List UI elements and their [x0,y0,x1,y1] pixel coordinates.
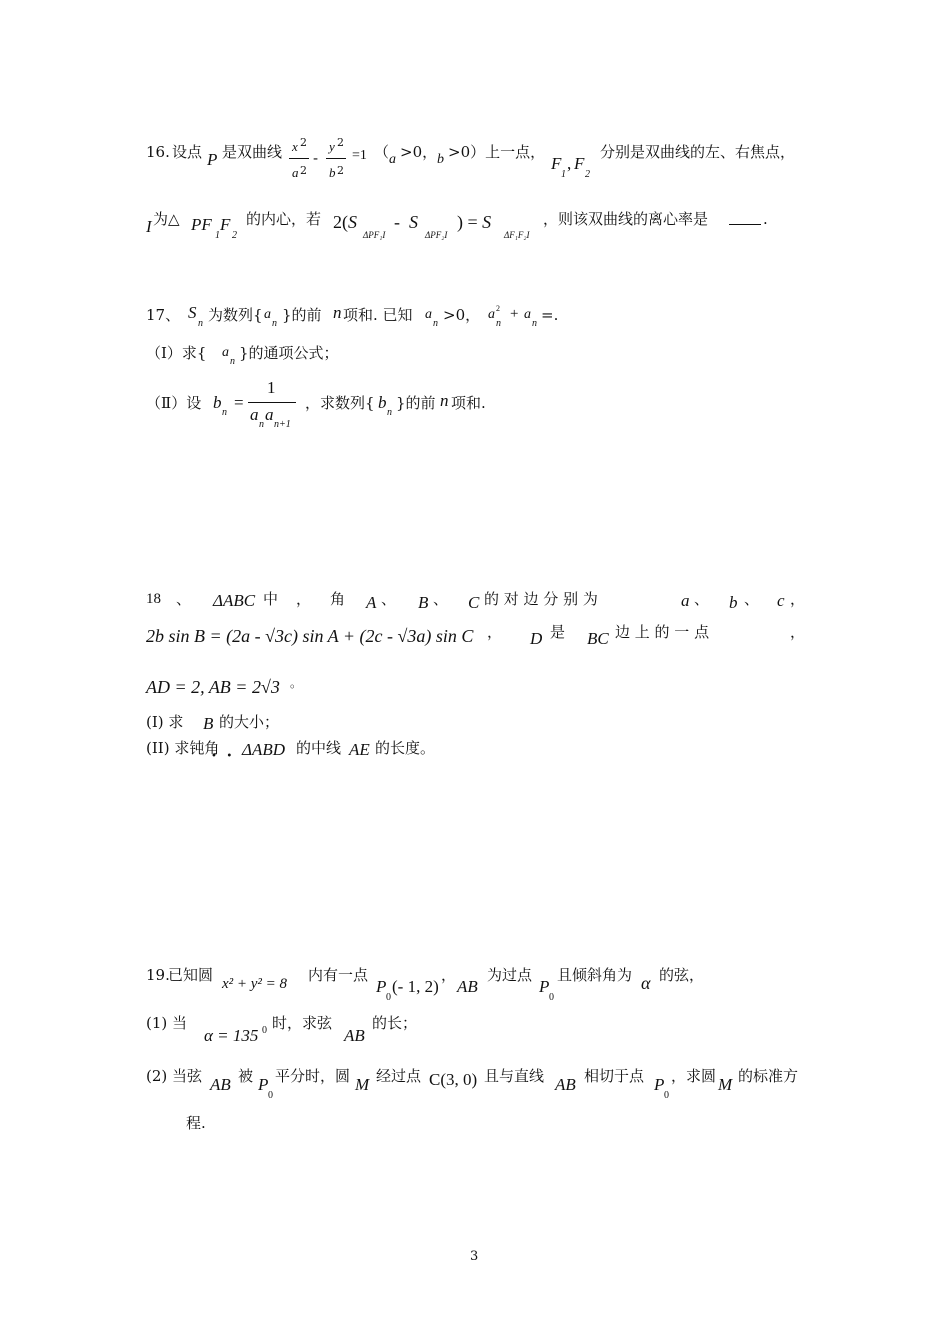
q18-part1-b: B [203,714,214,733]
q16-y: y [329,139,335,154]
q18-sep-1: 、 [381,590,397,608]
q19-tangent-pt: 相切于点 [584,1067,645,1085]
q18-sep-2: 、 [433,590,449,608]
q18-angle-c: C [468,593,480,612]
q19-part2: (2) 当弦 [146,1067,203,1085]
q18-side-a: a [681,591,690,610]
q18-emphasis-dots: • • [211,751,233,762]
q16-cond-a-gt: >0， [400,143,438,161]
q17-part2-tail: 项和. [451,394,486,412]
q17-cond: >0， [443,306,481,324]
q19-slope: 且倾斜角为 [557,966,633,984]
q19-bei: 被 [238,1067,254,1085]
q19-cheng: 程. [186,1114,206,1132]
q19-part1-mid: 时，求弦 [272,1014,333,1032]
q19-comma: ， [441,966,457,984]
q18-zhong: 中 [263,590,279,608]
q16-intro: 设点 [172,143,203,161]
q16-eq1: =1 [352,148,367,163]
q16-frac-y2b2: y 2 b 2 [326,136,346,188]
q16-cond-b-gt: >0）上一点， [448,143,546,161]
q16-i: I [146,217,152,236]
q19-angle: α = 135 [204,1026,259,1045]
q16-incenter-b: 的内心，若 [246,210,322,228]
q18-point-d: D [530,629,543,648]
q18-bian-shang: 边 上 的 一 点 [615,623,710,641]
q16-a: a [292,165,299,180]
q19-inside: 内有一点 [308,966,369,984]
q17-part2-end: }的前 [396,394,436,412]
q18-part2: (II) 求钝角 [146,739,220,757]
q18-sep-3: 、 [694,590,710,608]
q18-jiao: 角 [330,590,346,608]
q17-sn: S [188,303,197,322]
q18-side-c: c [777,591,785,610]
q18-sides-text: 的 对 边 分 别 为 [484,590,598,608]
q18-abd: ΔABD [242,740,286,759]
q18-bc: BC [587,629,609,648]
q18-equation: 2b sin B = (2a - √3c) sin A + (2c - √3a) sin C [146,626,474,646]
q16-pf1f2: PF [191,215,212,234]
q17-part1-label: （Ⅰ）求{ [146,344,207,362]
q18-sep-4: 、 [744,590,760,608]
q19-point: (- 1, 2) [392,977,439,996]
q16-foci-text: 分别是双曲线的左、右焦点， [600,143,796,161]
q17-text1: 为数列{ [208,306,263,324]
q19-through: 为过点 [487,966,533,984]
q16-incenter-a: 为△ [153,210,180,228]
q16-b: b [329,165,336,180]
q19-standard: 的标准方 [738,1067,799,1085]
q18-number: 18 [146,591,161,607]
q19-part1-end: 的长； [372,1014,418,1032]
q18-angle-a: A [366,593,377,612]
q17-one: 1 [267,378,276,397]
page-number: 3 [470,1249,479,1264]
q19-number: 19. [146,966,170,984]
q18-period: 。 [290,676,303,690]
q19-find: ，求圆 [671,1067,717,1085]
q17-text3: 项和. 已知 [343,306,413,324]
q16-f1: F [551,154,562,173]
q18-side-b: b [729,593,738,612]
q16-cond-a: a [389,152,396,167]
q17-number: 17、 [146,306,181,324]
q16-is-hyperbola: 是双曲线 [222,143,283,161]
q19-ab: AB [457,977,478,996]
q16-answer-blank [729,210,761,228]
q18-comma-1: ， [296,590,312,608]
q18-comma-3: ， [487,623,503,641]
q19-tangent: 且与直线 [484,1067,545,1085]
q18-comma-2: ， [790,590,806,608]
q18-shi: 是 [550,623,566,641]
q19-intro: 已知圆 [168,966,214,984]
q18-part1-end: 的大小； [219,713,280,731]
q18-part1: (I) 求 [146,713,184,731]
q19-bisect: 平分时，圆 [275,1067,351,1085]
q16-then: ，则该双曲线的离心率是 [543,210,709,228]
q19-circle: x² + y² = 8 [222,976,288,992]
q16-f2: F [574,154,585,173]
q16-paren: （ [374,143,390,161]
q16-x: x [292,139,298,154]
q19-passes: 经过点 [376,1067,422,1085]
q17-part1-end: }的通项公式； [239,344,339,362]
q19-m: M [355,1075,370,1094]
q16-point-p: P [207,150,218,169]
document-page: 16. 设点 P 是双曲线 x 2 a 2 - y 2 b 2 =1 （ a >0， b >0）上一点， F 1 , F 2 分别是双曲线的左、右焦点， I 为△ PF 1 F 2 的内心，若 2(S ΔPF₁I - S ΔPF₂I ) = S ΔF₁F₂I ，则该双曲线的离心率是 . 17、 S n 为数列{ a n }的前 n 项和. 已知 a n >0， a 2 n + a n =. （Ⅰ）求{ a n }的通项公式； （Ⅱ）设 b n = 1 a n a n+1 ，求数列{ b n }的前 n 项和. 18 、 ΔABC 中 ， 角 A 、 B 、 C 的 对 边 分 别 为 a 、 b 、 c ， 2b sin B = (2a - √3c) sin A + (2c - √3a) sin C ， D 是 BC 边 上 的 一 点 ， AD = 2, AB = 2√3 。 (I) 求 B 的大小； (II) 求钝角 • • ΔABD 的中线 AE 的长度。 19. 已知圆 x² + y² = 8 内有一点 P 0 (- 1, 2) ， AB 为过点 P 0 且倾斜角为 α 的弦， (1) 当 α = 135 0 时，求弦 AB 的长； (2) 当弦 AB 被 P 0 平分时，圆 M 经过点 C(3, 0) 且与直线 AB 相切于点 P 0 ，求圆 M 的标准方 程. 3 [146,136,806,1264]
q19-c-point: C(3, 0) [429,1070,478,1089]
q16-minus: - [313,149,319,167]
q16-cond-b: b [437,152,444,167]
q17-part2-mid: ，求数列{ [305,394,375,412]
q18-part2-mid: 的中线 [296,739,342,757]
q17-frac-bn: 1 a n a n+1 [248,376,296,440]
q17-part2-label: （Ⅱ）设 [146,394,202,412]
q18-triangle: ΔABC [213,591,256,610]
q17-text4: =. [541,306,559,324]
q18-ae: AE [349,740,370,759]
q16-end: . [763,210,768,228]
q19-deg: 0 [262,1025,267,1036]
q19-chord: 的弦， [659,966,705,984]
q17-text2: }的前 [282,306,322,324]
q18-angle-b: B [418,593,429,612]
q19-part1: (1) 当 [146,1014,188,1032]
q18-given: AD = 2, AB = 2√3 [146,677,280,697]
q17-an: a [264,307,271,322]
q19-alpha: α [641,973,651,993]
q17-n: n [333,303,342,322]
q18-comma-4: ， [790,623,806,641]
q16-number: 16. [146,143,170,161]
q17-bn: b [213,393,222,412]
q16-frac-x2a2: x 2 a 2 [289,136,309,188]
q18-sep: 、 [176,590,192,608]
q19-p0: P [376,977,387,996]
q18-part2-end: 的长度。 [375,739,436,757]
